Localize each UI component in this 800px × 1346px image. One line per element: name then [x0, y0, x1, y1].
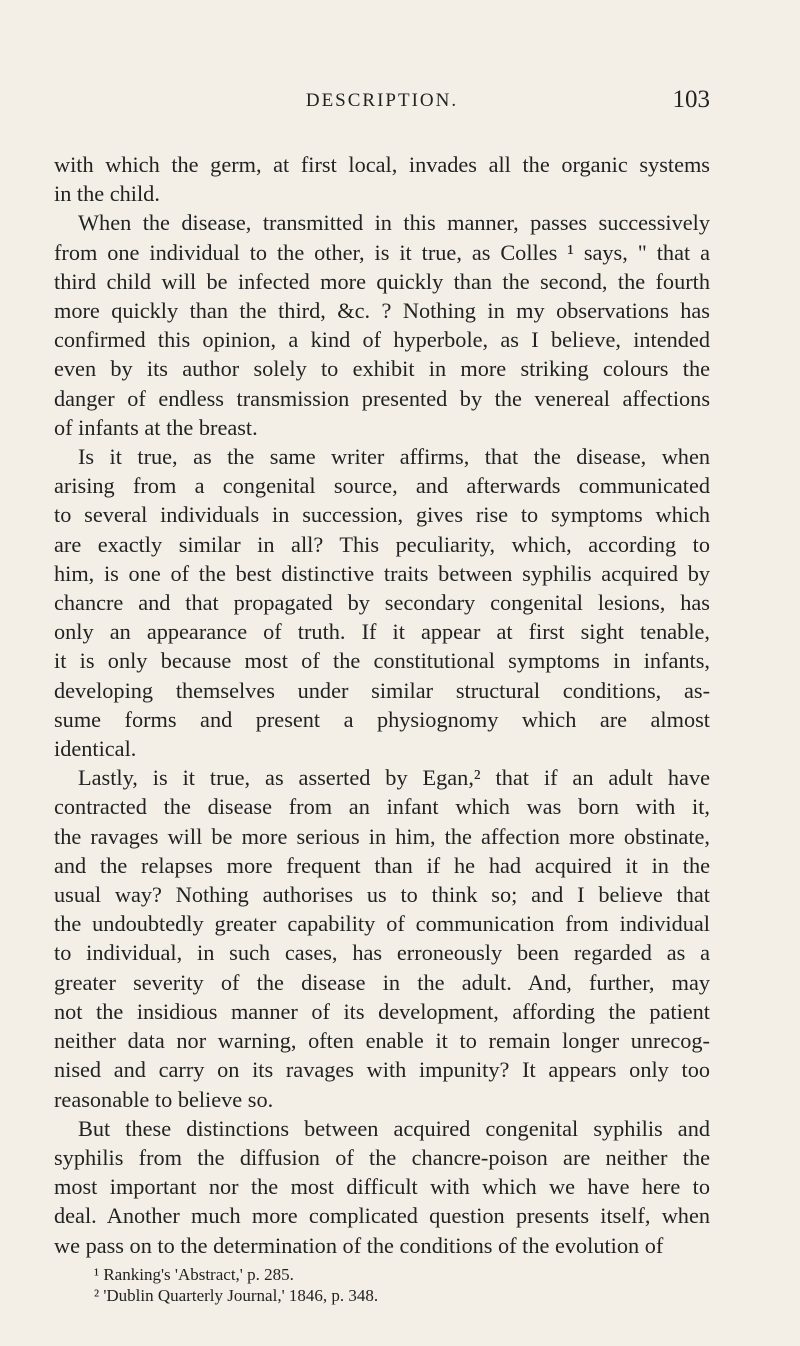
text-line: not the insidious manner of its development, affording the patient [54, 998, 710, 1024]
text-line: the undoubtedly greater capability of communication from individual [54, 911, 710, 937]
text-line: Lastly, is it true, as asserted by Egan,² that if an adult have [78, 765, 710, 791]
text-line: Is it true, as the same writer affirms, that the disease, when [78, 444, 710, 470]
running-title: DESCRIPTION. [305, 90, 459, 111]
text-line: neither data nor warning, often enable it to remain longer unrecog- [54, 1028, 710, 1054]
text-line: even by its author solely to exhibit in more striking colours the [54, 356, 710, 382]
text-line: When the disease, transmitted in this manner, passes successively [78, 210, 710, 236]
text-line: to individual, in such cases, has erroneously been regarded as a [54, 940, 710, 966]
text-line: usual way? Nothing authorises us to think so; and I believe that [54, 882, 710, 908]
paragraph [54, 208, 710, 442]
text-line: and the relapses more frequent than if he had acquired it in the [54, 852, 710, 878]
body-text [54, 150, 710, 1260]
paragraph [54, 150, 710, 208]
text-line: contracted the disease from an infant which was born with it, [54, 794, 710, 820]
text-line: arising from a congenital source, and afterwards communicated [54, 473, 710, 499]
text-line: nised and carry on its ravages with impunity? It appears only too [54, 1057, 710, 1083]
text-line: him, is one of the best distinctive traits between syphilis acquired by [54, 560, 710, 586]
text-line: But these distinctions between acquired congenital syphilis and [78, 1115, 710, 1141]
paragraph [54, 1114, 710, 1260]
footnotes [54, 1264, 710, 1306]
text-line: of infants at the breast. [54, 414, 258, 440]
text-line: greater severity of the disease in the adult. And, further, may [54, 969, 710, 995]
page-header [54, 0, 710, 150]
text-line: syphilis from the diffusion of the chancre-poison are neither the [54, 1144, 710, 1170]
text-line: in the child. [54, 181, 160, 207]
text-line: third child will be infected more quickly than the second, the fourth [54, 268, 710, 294]
text-line: confirmed this opinion, a kind of hyperbole, as I believe, intended [54, 327, 710, 353]
text-line: from one individual to the other, is it true, as Colles ¹ says, " that a [54, 239, 710, 265]
text-line: the ravages will be more serious in him, the affection more obstinate, [54, 823, 710, 849]
paragraph [54, 442, 710, 763]
text-line: we pass on to the determination of the conditions of the evolution of [54, 1232, 664, 1258]
text-line: only an appearance of truth. If it appear at first sight tenable, [54, 619, 710, 645]
text-line: deal. Another much more complicated question presents itself, when [54, 1203, 710, 1229]
page-number: 103 [672, 86, 710, 113]
text-line: most important nor the most difficult with which we have here to [54, 1174, 710, 1200]
paragraph [54, 763, 710, 1113]
footnote: ¹ Ranking's 'Abstract,' p. 285. [94, 1264, 294, 1284]
text-line: chancre and that propagated by secondary congenital lesions, has [54, 590, 710, 616]
text-line: are exactly similar in all? This peculiarity, which, according to [54, 531, 710, 557]
text-line: sume forms and present a physiognomy which are almost [54, 706, 710, 732]
text-line: with which the germ, at first local, invades all the organic systems [54, 152, 710, 177]
text-line: it is only because most of the constitutional symptoms in infants, [54, 648, 710, 674]
text-line: danger of endless transmission presented by the venereal affections [54, 385, 710, 411]
text-line: developing themselves under similar structural conditions, as- [54, 677, 710, 703]
text-line: identical. [54, 736, 137, 762]
text-line: to several individuals in succession, gives rise to symptoms which [54, 502, 710, 528]
text-line: reasonable to believe so. [54, 1086, 274, 1112]
text-line: more quickly than the third, &c. ? Nothing in my observations has [54, 298, 710, 324]
footnote: ² 'Dublin Quarterly Journal,' 1846, p. 348. [94, 1285, 379, 1305]
